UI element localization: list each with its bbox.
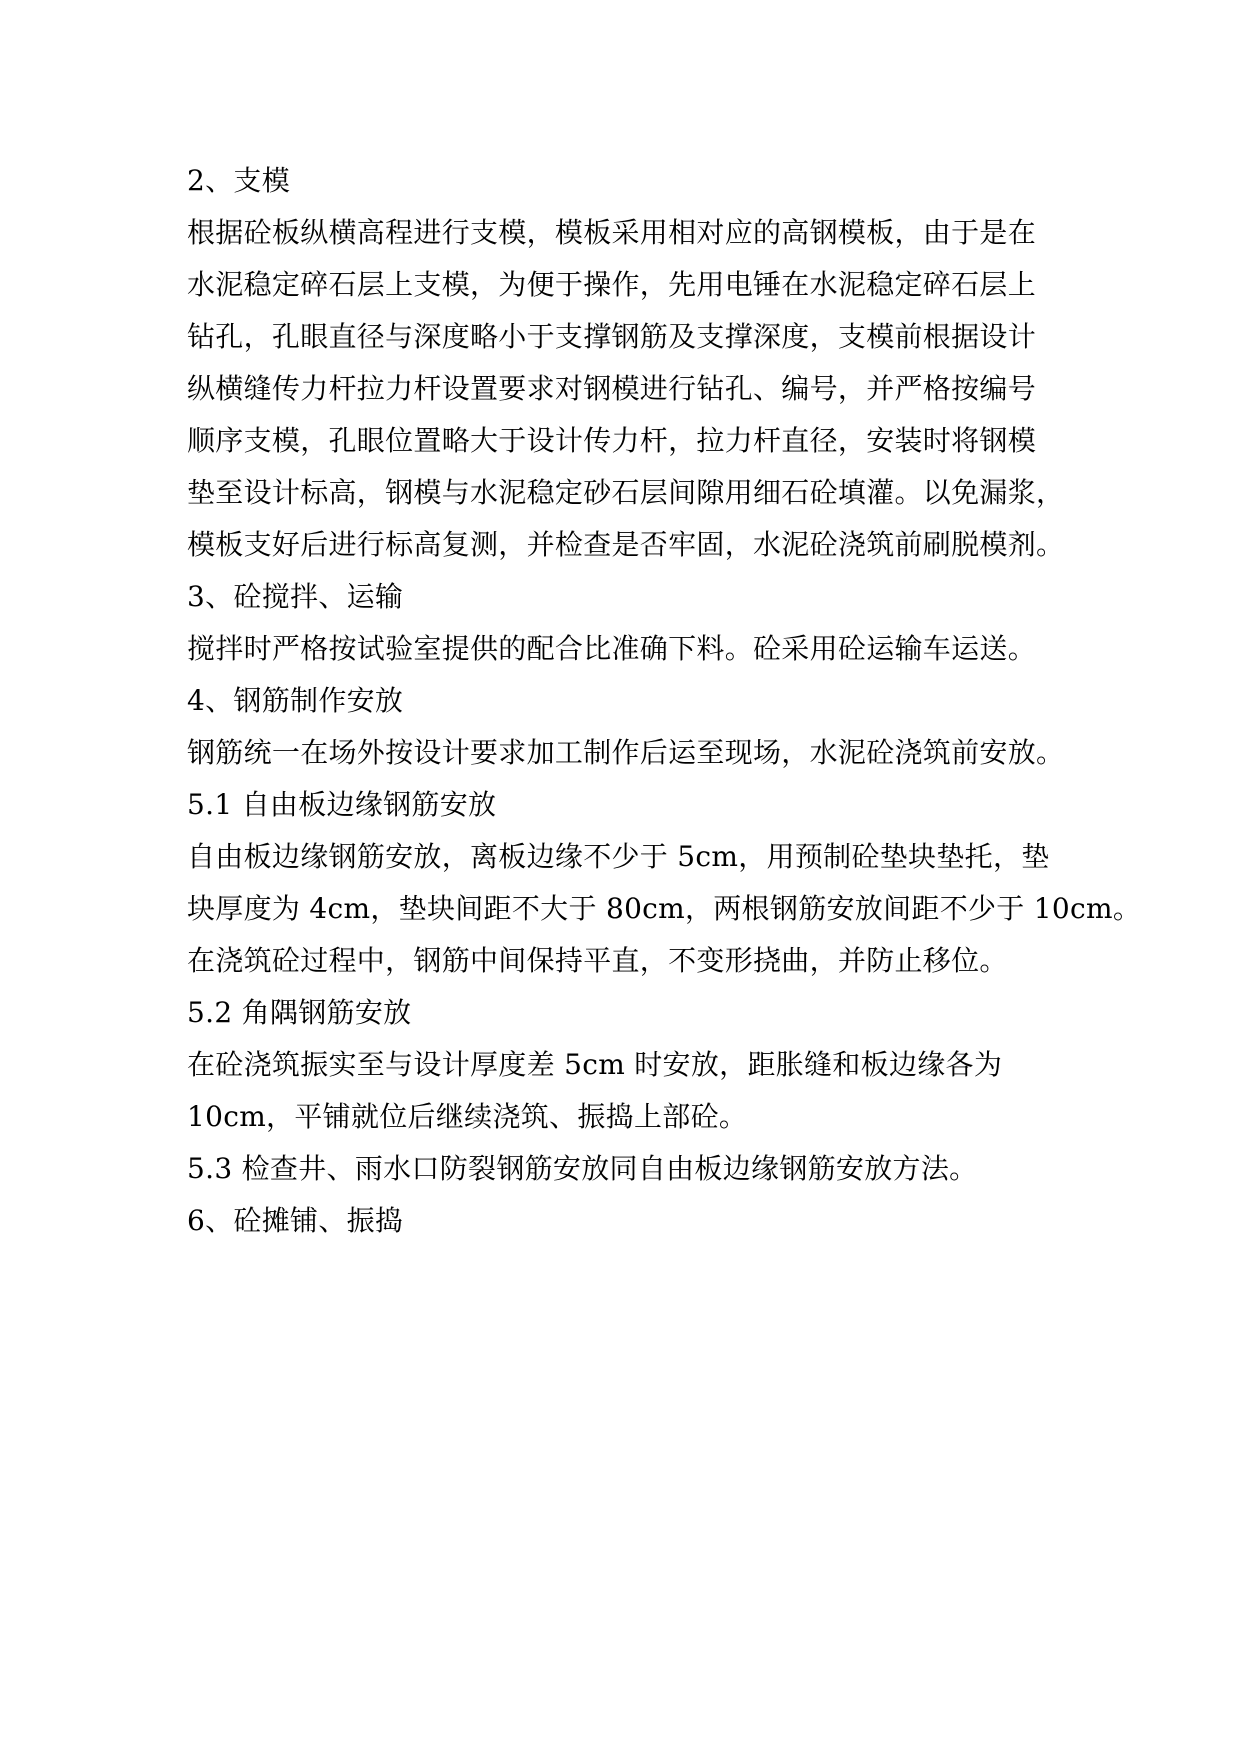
section-heading-paving: 6、砼摊铺、振捣 bbox=[187, 1204, 404, 1237]
paragraph-line: 水泥稳定碎石层上支模，为便于操作，先用电锤在水泥稳定碎石层上 bbox=[187, 268, 1037, 301]
paragraph-line: 模板支好后进行标高复测，并检查是否牢固，水泥砼浇筑前刷脱模剂。 bbox=[187, 528, 1065, 561]
paragraph-line: 10cm，平铺就位后继续浇筑、振捣上部砼。 bbox=[187, 1100, 748, 1133]
section-heading-rebar: 4、钢筋制作安放 bbox=[187, 684, 404, 717]
section-heading-formwork: 2、支模 bbox=[187, 164, 291, 197]
subsection-heading-5-3: 5.3 检查井、雨水口防裂钢筋安放同自由板边缘钢筋安放方法。 bbox=[187, 1152, 978, 1185]
paragraph-line: 顺序支模，孔眼位置略大于设计传力杆，拉力杆直径，安装时将钢模 bbox=[187, 424, 1037, 457]
paragraph-line: 钢筋统一在场外按设计要求加工制作后运至现场，水泥砼浇筑前安放。 bbox=[187, 736, 1065, 769]
subsection-heading-5-2: 5.2 角隅钢筋安放 bbox=[187, 996, 412, 1029]
paragraph-line: 块厚度为 4cm，垫块间距不大于 80cm，两根钢筋安放间距不少于 10cm。 bbox=[187, 892, 1142, 925]
paragraph-line: 钻孔，孔眼直径与深度略小于支撑钢筋及支撑深度，支模前根据设计 bbox=[187, 320, 1037, 353]
section-heading-mixing: 3、砼搅拌、运输 bbox=[187, 580, 404, 613]
paragraph-line: 搅拌时严格按试验室提供的配合比准确下料。砼采用砼运输车运送。 bbox=[187, 632, 1037, 665]
paragraph-line: 垫至设计标高，钢模与水泥稳定砂石层间隙用细石砼填灌。以免漏浆， bbox=[187, 476, 1065, 509]
subsection-heading-5-1: 5.1 自由板边缘钢筋安放 bbox=[187, 788, 497, 821]
paragraph-line: 在砼浇筑振实至与设计厚度差 5cm 时安放，距胀缝和板边缘各为 bbox=[187, 1048, 1003, 1081]
paragraph-line: 纵横缝传力杆拉力杆设置要求对钢模进行钻孔、编号，并严格按编号 bbox=[187, 372, 1037, 405]
paragraph-line: 自由板边缘钢筋安放，离板边缘不少于 5cm，用预制砼垫块垫托，垫 bbox=[187, 840, 1050, 873]
paragraph-line: 在浇筑砼过程中，钢筋中间保持平直，不变形挠曲，并防止移位。 bbox=[187, 944, 1008, 977]
paragraph-line: 根据砼板纵横高程进行支模，模板采用相对应的高钢模板，由于是在 bbox=[187, 216, 1037, 249]
